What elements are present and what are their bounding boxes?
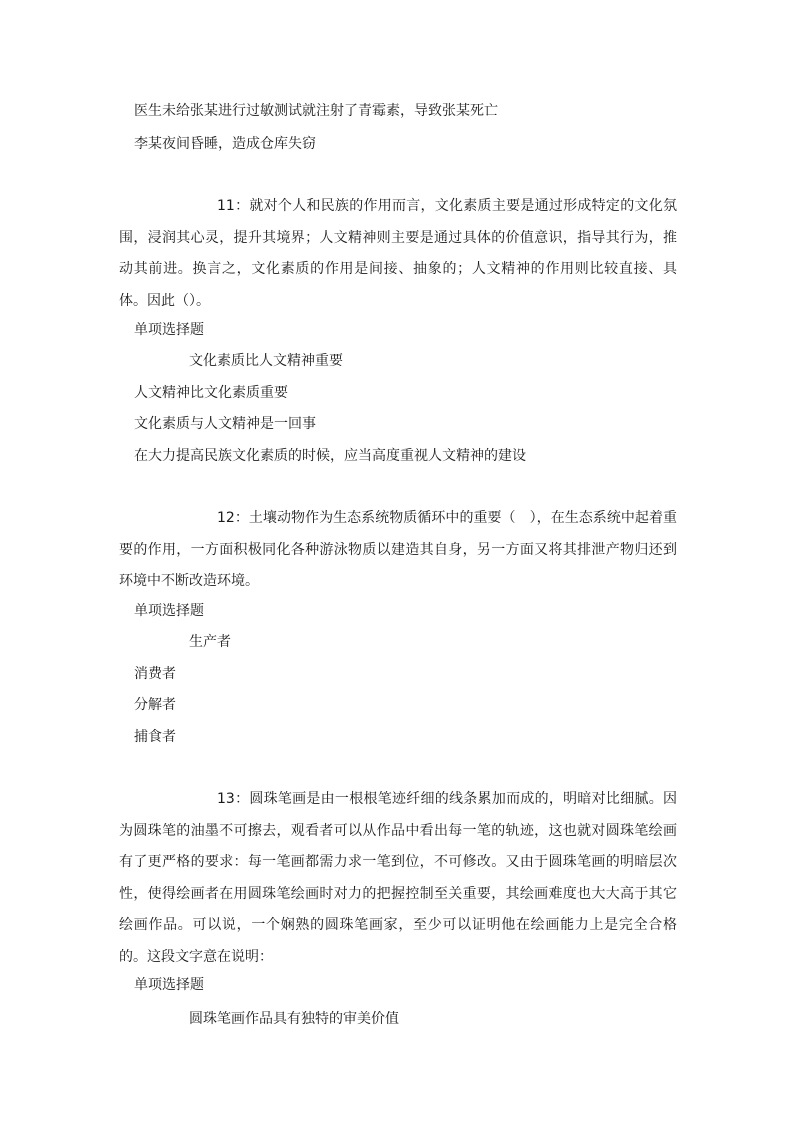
question-13-text: 圆珠笔画是由一根根笔迹纤细的线条累加而成的，明暗对比细腻。因为圆珠笔的油墨不可擦去，观看者可以从作品中看出每一笔的轨迹，这也就对圆珠笔绘画有了更严格的要求：每一笔画都需力求一笔到位，不可修改。又由于圆珠笔画的明暗层次性，使得绘画者在用圆珠笔绘画时对力的把握控制至关重要，其绘画难度也大大高于其它绘画作品。可以说，一个娴熟的圆珠笔画家，至少可以证明他在绘画能力上是完全合格的。这段文字意在说明： [119,791,677,965]
question-13-stem [119,784,677,973]
question-11-type: 单项选择题 [134,322,204,338]
question-11-option-a: 文化素质比人文精神重要 [189,353,343,369]
question-13-option-a: 圆珠笔画作品具有独特的审美价值 [189,1011,399,1027]
prev-option-c: 医生未给张某进行过敏测试就注射了青霉素，导致张某死亡 [134,103,498,119]
question-11-option-b: 人文精神比文化素质重要 [134,385,288,401]
prev-option-d: 李某夜间昏睡，造成仓库失窃 [134,136,316,152]
question-13-type: 单项选择题 [134,977,204,993]
question-13-number: 13： [217,791,250,807]
question-12-option-c: 分解者 [134,697,176,713]
question-11-text: 就对个人和民族的作用而言，文化素质主要是通过形成特定的文化氛围，浸润其心灵，提升其境界；人文精神则主要是通过具体的价值意识，指导其行为，推动其前进。换言之，文化素质的作用是间接、抽象的；人文精神的作用则比较直接、具体。因此（）。 [119,198,677,309]
question-12-option-d: 捕食者 [134,729,176,745]
question-12-option-b: 消费者 [134,666,176,682]
question-12-text: 土壤动物作为生态系统物质循环中的重要（ ），在生态系统中起着重要的作用，一方面积极同化各种游泳物质以建造其自身，另一方面又将其排泄产物归还到环境中不断改造环境。 [119,510,677,589]
question-11-number: 11： [217,198,250,214]
question-11-option-c: 文化素质与人文精神是一回事 [134,416,316,432]
question-12-option-a: 生产者 [189,634,231,650]
question-11-option-d: 在大力提高民族文化素质的时候，应当高度重视人文精神的建设 [134,448,526,464]
question-12-number: 12： [217,510,249,526]
question-12-stem [119,503,677,598]
question-12-type: 单项选择题 [134,603,204,619]
question-11-stem [119,191,677,317]
